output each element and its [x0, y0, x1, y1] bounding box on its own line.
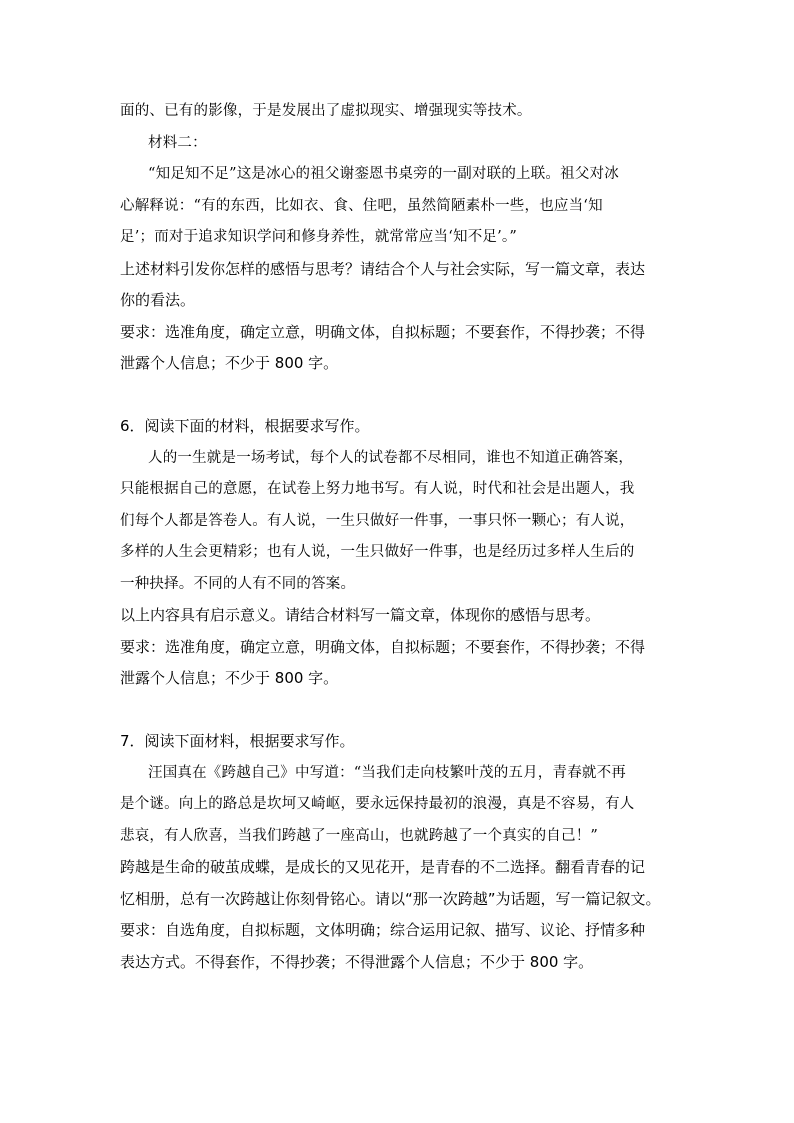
question-6-material-line: 多样的人生会更精彩；也有人说，一生只做好一件事，也是经历过多样人生后的 — [120, 544, 635, 560]
question-6-requirement-line: 要求：选准角度，确定立意，明确文体，自拟标题；不要套作，不得抄袭；不得 — [120, 638, 646, 656]
question-7-material-line: 汪国真在《跨越自己》中写道：“当我们走向枝繁叶茂的五月，青春就不再 — [148, 765, 627, 781]
question-7-title: 7．阅读下面材料，根据要求写作。 — [120, 732, 355, 750]
material-text-line: 足’；而对于追求知识学问和修身养性，就常常应当‘知不足’。” — [120, 229, 517, 245]
question-6-material-line: 一种抉择。不同的人有不同的答案。 — [120, 576, 356, 592]
prompt-text-line: 上述材料引发你怎样的感悟与思考？请结合个人与社会实际，写一篇文章，表达 — [120, 260, 646, 278]
question-6-material-line: 人的一生就是一场考试，每个人的试卷都不尽相同，谁也不知道正确答案， — [148, 450, 634, 466]
question-6-material-line: 们每个人都是答卷人。有人说，一生只做好一件事，一事只怀一颗心；有人说， — [120, 513, 635, 529]
material-text-line: 心解释说：“有的东西，比如衣、食、住吧，虽然简陋素朴一些，也应当‘知 — [120, 198, 603, 214]
prompt-text-line: 你的看法。 — [120, 291, 196, 309]
question-7-prompt-line: 跨越是生命的破茧成蝶，是成长的又见花开，是青春的不二选择。翻看青春的记 — [120, 858, 646, 876]
question-6-prompt: 以上内容具有启示意义。请结合材料写一篇文章，体现你的感悟与思考。 — [120, 606, 601, 624]
material-text-line: “知足知不足”这是冰心的祖父谢銮恩书桌旁的一副对联的上联。祖父对冰 — [148, 166, 619, 182]
requirement-text-line: 泄露个人信息；不少于 800 字。 — [120, 354, 339, 372]
question-7-material-line: 是个谜。向上的路总是坎坷又崎岖，要永远保持最初的浪漫，真是不容易，有人 — [120, 796, 635, 812]
question-7-requirement-line: 表达方式。不得套作，不得抄袭；不得泄露个人信息；不少于 800 字。 — [120, 953, 594, 971]
question-7-material-line: 悲哀，有人欣喜，当我们跨越了一座高山，也就跨越了一个真实的自己！” — [120, 828, 599, 844]
question-6-requirement-line: 泄露个人信息；不少于 800 字。 — [120, 669, 339, 687]
question-7-prompt-line: 忆相册，总有一次跨越让你刻骨铭心。请以“那一次跨越”为话题，写一篇记叙文。 — [120, 890, 661, 908]
material-text-line: 面的、已有的影像，于是发展出了虚拟现实、增强现实等技术。 — [120, 103, 532, 119]
question-6-material-line: 只能根据自己的意愿，在试卷上努力地书写。有人说，时代和社会是出题人，我 — [120, 481, 635, 497]
requirement-text-line: 要求：选准角度，确定立意，明确文体，自拟标题；不要套作，不得抄袭；不得 — [120, 323, 646, 341]
question-7-requirement-line: 要求：自选角度，自拟标题，文体明确；综合运用记叙、描写、议论、抒情多种 — [120, 921, 646, 939]
material-two-heading: 材料二： — [148, 135, 207, 151]
question-6-title: 6．阅读下面的材料，根据要求写作。 — [120, 417, 370, 435]
